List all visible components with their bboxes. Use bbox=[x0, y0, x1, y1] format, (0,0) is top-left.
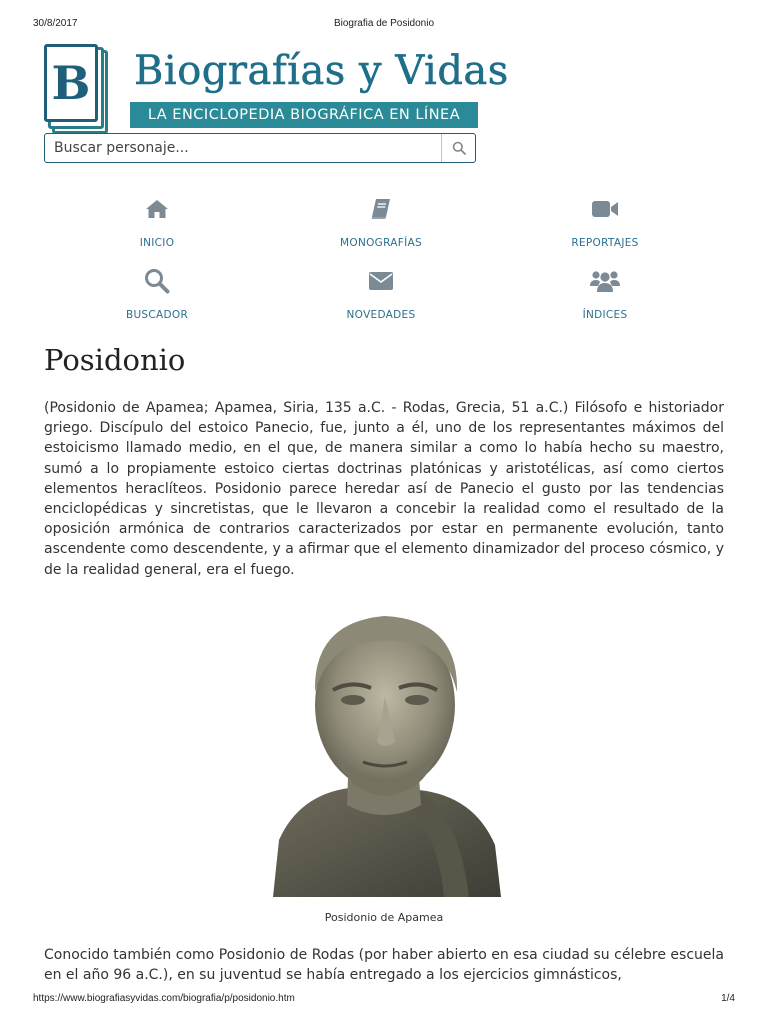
search-icon bbox=[144, 268, 170, 294]
nav-label: INICIO bbox=[139, 237, 175, 249]
logo-tagline: LA ENCICLOPEDIA BIOGRÁFICA EN LÍNEA bbox=[130, 102, 478, 128]
page-title: Posidonio bbox=[44, 343, 186, 377]
search-icon bbox=[452, 141, 466, 155]
search-input[interactable] bbox=[45, 134, 441, 162]
nav-buscador[interactable] bbox=[44, 267, 270, 321]
print-url: https://www.biografiasyvidas.com/biografia/p/posidonio.htm bbox=[33, 993, 295, 1004]
nav-label: ÍNDICES bbox=[582, 309, 628, 321]
article-paragraph: Conocido también como Posidonio de Rodas (por haber abierto en esa ciudad su célebre escuela en el año 96 a.C.), en su juventud se había entregado a los ejercicios gimnásticos, bbox=[44, 947, 724, 984]
print-doc-title: Biografia de Posidonio bbox=[333, 18, 435, 29]
search-box bbox=[44, 133, 476, 163]
print-page-number: 1/4 bbox=[721, 993, 735, 1004]
logo-letter: B bbox=[51, 56, 91, 110]
nav-monografias[interactable] bbox=[268, 195, 494, 249]
logo-title: Biografías y Vidas bbox=[134, 48, 509, 94]
logo-mark-icon bbox=[44, 44, 104, 130]
nav-reportajes[interactable] bbox=[492, 195, 718, 249]
users-icon bbox=[590, 269, 620, 293]
video-camera-icon bbox=[591, 199, 619, 219]
nav-label: MONOGRAFÍAS bbox=[340, 237, 422, 249]
nav-label: NOVEDADES bbox=[346, 309, 416, 321]
portrait-bust-image bbox=[269, 600, 501, 897]
nav-novedades[interactable] bbox=[268, 267, 494, 321]
site-logo[interactable] bbox=[44, 44, 509, 130]
envelope-icon bbox=[368, 271, 394, 291]
nav-inicio[interactable] bbox=[44, 195, 270, 249]
image-caption: Posidonio de Apamea bbox=[324, 911, 444, 924]
nav-label: REPORTAJES bbox=[571, 237, 639, 249]
book-icon bbox=[369, 197, 393, 221]
article-paragraph: (Posidonio de Apamea; Apamea, Siria, 135 a.C. - Rodas, Grecia, 51 a.C.) Filósofo e historiador griego. Discípulo del estoico Panecio, fue, junto a él, uno de los representantes máximos del estoicismo llamado medio, en el que, de manera similar a como lo había hecho su maestro, sumó a lo propiamente estoico ciertas doctrinas platónicas y aristotélicas, así como ciertos elementos heraclíteos. Posidonio parece heredar así de Panecio el gusto por las tendencias enciclopédicas y sincretistas, que le llevaron a concebir la realidad como el resultado de la oposición armónica de contrarios caracterizados por estar en permanente evolución, tanto ascendente como descendente, y a afirmar que el elemento dinamizador del proceso cósmico, y de la realidad general, era el fuego. bbox=[44, 400, 724, 578]
home-icon bbox=[145, 198, 169, 220]
nav-label: BUSCADOR bbox=[125, 309, 189, 321]
search-button[interactable] bbox=[441, 134, 475, 162]
print-date: 30/8/2017 bbox=[33, 18, 78, 29]
nav-indices[interactable] bbox=[492, 267, 718, 321]
